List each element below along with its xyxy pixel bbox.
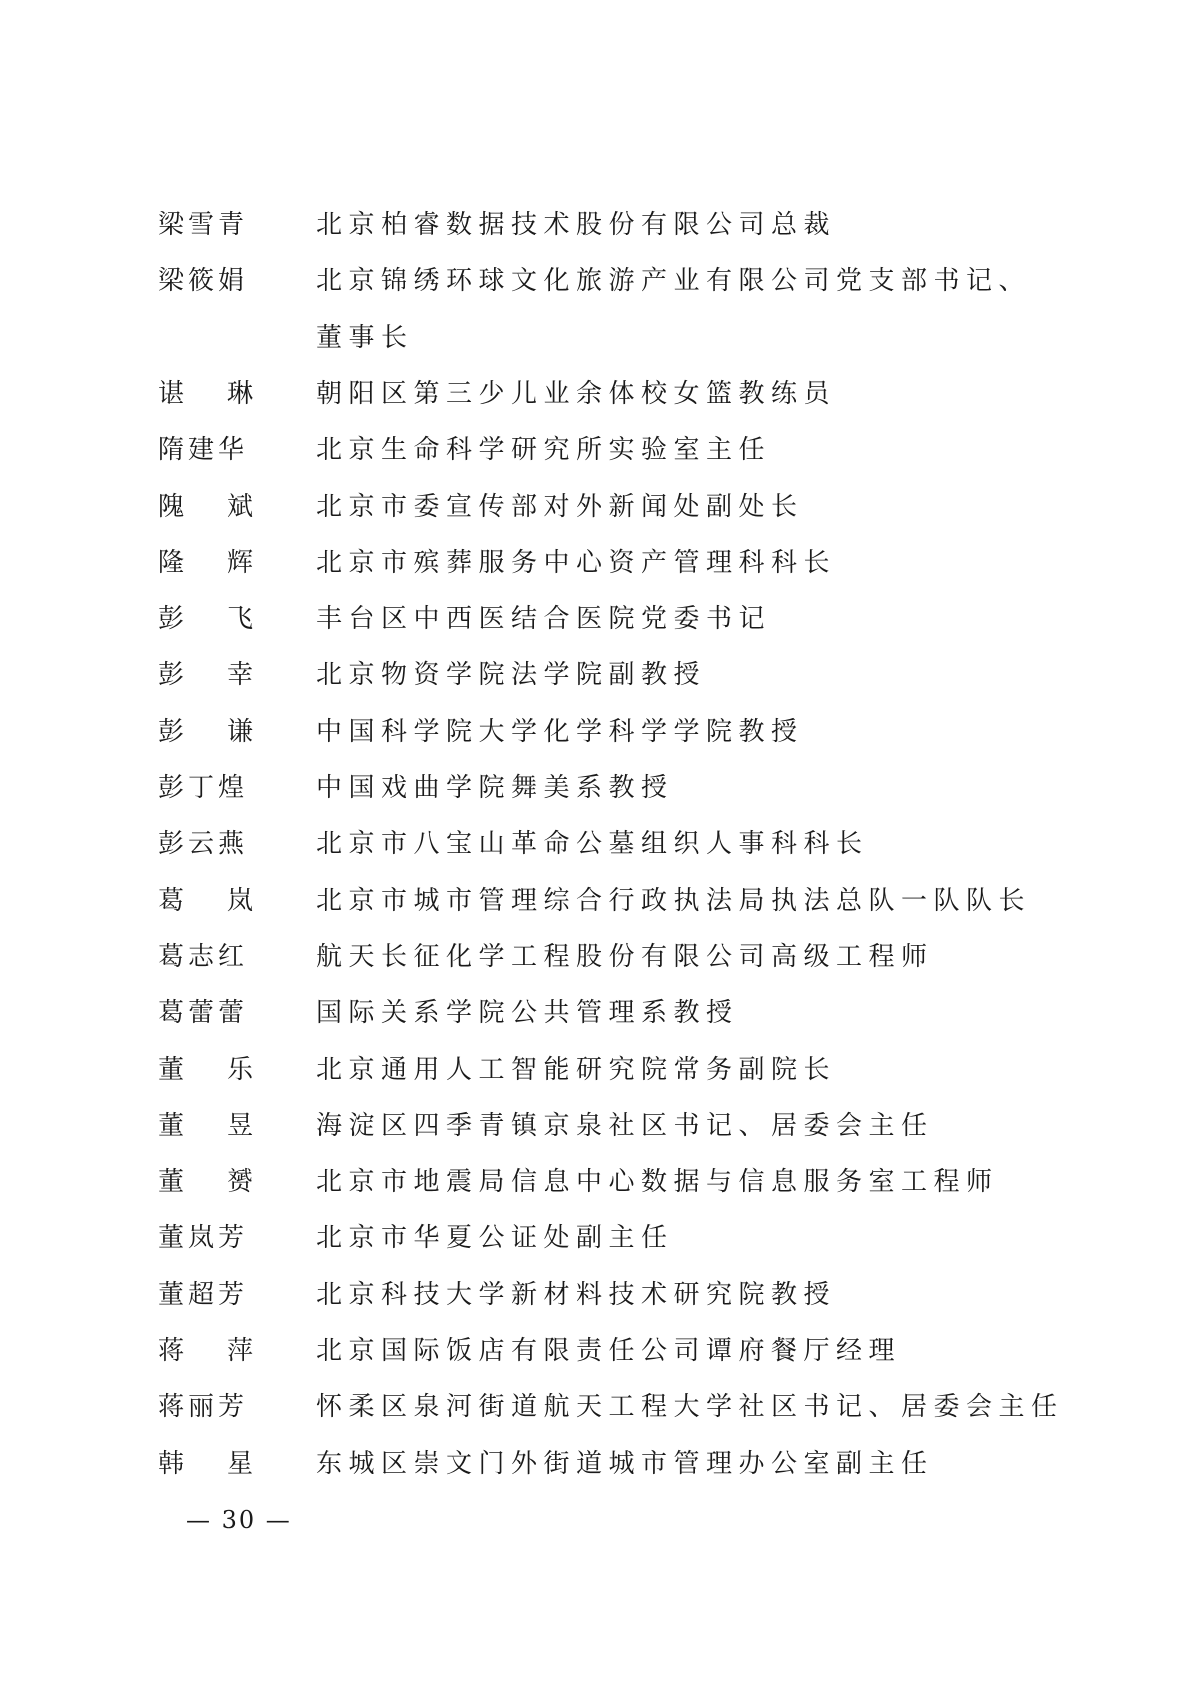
person-title: 董事长 — [316, 322, 414, 353]
person-name: 董 乐 — [158, 1054, 253, 1085]
person-title: 航天长征化学工程股份有限公司高级工程师 — [316, 941, 934, 972]
person-title: 北京通用人工智能研究院常务副院长 — [316, 1054, 837, 1085]
list-item — [0, 1098, 1190, 1154]
person-name: 蒋 萍 — [158, 1336, 253, 1366]
list-item — [0, 479, 1190, 535]
list-item — [0, 929, 1190, 985]
person-title: 北京市城市管理综合行政执法局执法总队一队队长 — [316, 885, 1032, 916]
list-item — [0, 535, 1190, 591]
person-title: 怀柔区泉河街道航天工程大学社区书记、居委会主任 — [316, 1392, 1064, 1423]
list-item — [0, 1210, 1190, 1266]
person-name: 彭云燕 — [158, 829, 249, 860]
person-title: 东城区崇文门外街道城市管理办公室副主任 — [316, 1448, 934, 1479]
page-number: — 30 — — [186, 1506, 292, 1534]
person-name: 梁筱娟 — [158, 266, 249, 297]
person-title: 中国科学院大学化学科学学院教授 — [316, 716, 804, 747]
list-item — [0, 253, 1190, 309]
person-name: 彭丁煌 — [158, 773, 249, 803]
person-name: 隋建华 — [158, 435, 249, 466]
person-name: 梁雪青 — [158, 210, 249, 240]
person-name: 葛志红 — [158, 941, 249, 972]
list-item — [0, 591, 1190, 647]
person-name: 彭 谦 — [158, 716, 253, 747]
person-name: 彭 飞 — [158, 604, 253, 635]
person-title: 北京锦绣环球文化旅游产业有限公司党支部书记、 — [316, 266, 1032, 297]
list-item — [0, 985, 1190, 1041]
person-title: 丰台区中西医结合医院党委书记 — [316, 604, 772, 635]
list-item — [0, 310, 1190, 366]
person-name: 董 赟 — [158, 1167, 253, 1198]
list-item — [0, 1154, 1190, 1210]
list-item — [0, 816, 1190, 872]
list-item — [0, 704, 1190, 760]
list-item — [0, 1436, 1190, 1492]
list-item — [0, 760, 1190, 816]
person-name: 董 昱 — [158, 1110, 253, 1141]
person-title: 北京市委宣传部对外新闻处副处长 — [316, 491, 804, 522]
person-name: 葛蕾蕾 — [158, 998, 249, 1029]
person-title: 朝阳区第三少儿业余体校女篮教练员 — [316, 378, 837, 409]
person-title: 北京生命科学研究所实验室主任 — [316, 435, 772, 466]
person-name: 董超芳 — [158, 1279, 249, 1310]
person-title: 北京市华夏公证处副主任 — [316, 1223, 674, 1254]
person-title: 北京国际饭店有限责任公司谭府餐厅经理 — [316, 1336, 902, 1366]
person-title: 北京市八宝山革命公墓组织人事科科长 — [316, 829, 869, 860]
person-title: 海淀区四季青镇京泉社区书记、居委会主任 — [316, 1110, 934, 1141]
person-name: 彭 幸 — [158, 660, 253, 691]
list-item — [0, 647, 1190, 703]
list-item — [0, 422, 1190, 478]
person-name: 葛 岚 — [158, 885, 253, 916]
person-title: 北京市地震局信息中心数据与信息服务室工程师 — [316, 1167, 999, 1198]
list-item — [0, 1323, 1190, 1379]
person-title: 国际关系学院公共管理系教授 — [316, 998, 739, 1029]
list-item — [0, 1267, 1190, 1323]
person-name: 蒋丽芳 — [158, 1392, 249, 1423]
list-item — [0, 366, 1190, 422]
person-title: 北京物资学院法学院副教授 — [316, 660, 707, 691]
person-name: 隗 斌 — [158, 491, 253, 522]
person-name: 董岚芳 — [158, 1223, 249, 1254]
list-item — [0, 1379, 1190, 1435]
person-name: 谌 琳 — [158, 378, 253, 409]
list-item — [0, 1042, 1190, 1098]
list-item — [0, 873, 1190, 929]
person-title: 北京科技大学新材料技术研究院教授 — [316, 1279, 837, 1310]
person-name: 韩 星 — [158, 1448, 253, 1479]
person-title: 北京柏睿数据技术股份有限公司总裁 — [316, 210, 837, 240]
person-title: 北京市殡葬服务中心资产管理科科长 — [316, 547, 837, 578]
person-title: 中国戏曲学院舞美系教授 — [316, 773, 674, 803]
person-name: 隆 辉 — [158, 547, 253, 578]
person-name — [158, 310, 253, 366]
list-item — [0, 197, 1190, 253]
